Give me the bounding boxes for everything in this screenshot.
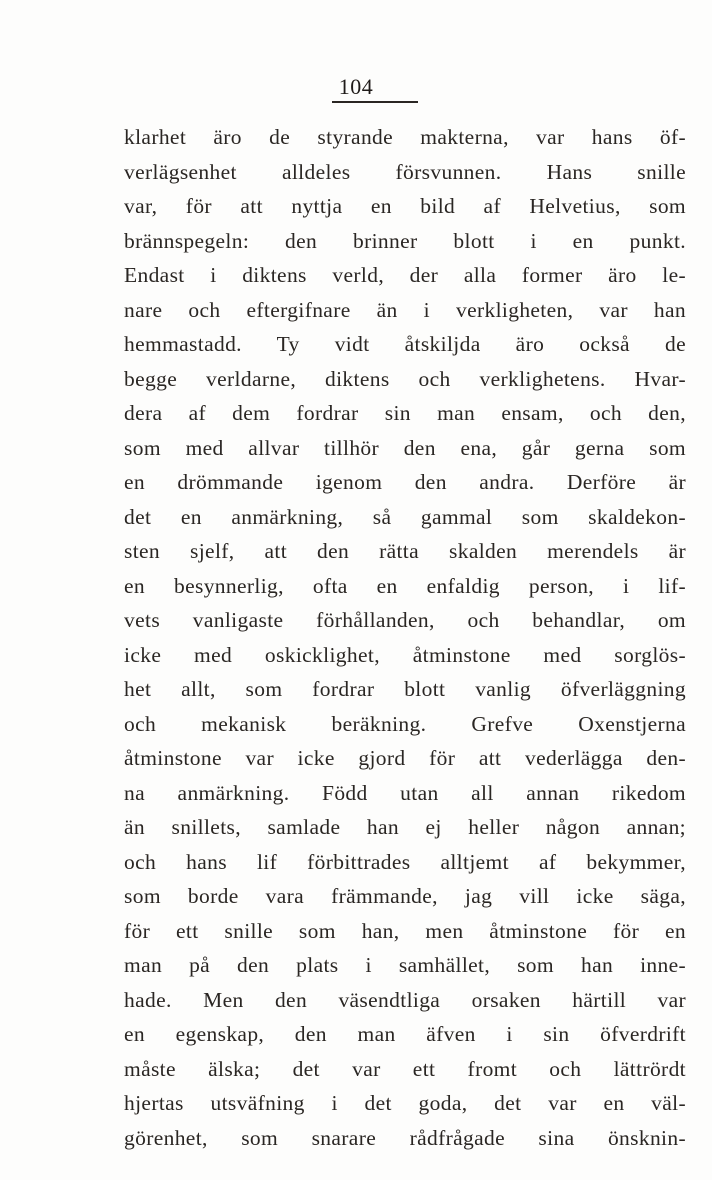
text-line: brännspegeln: den brinner blott i en punkt. (124, 228, 686, 253)
text-line: man på den plats i samhället, som han inne- (124, 953, 686, 977)
text-line: Endast i diktens verld, der alla former äro le- (124, 263, 686, 287)
text-line: och mekanisk beräkning. Grefve Oxenstjerna (124, 711, 686, 736)
text-line: verlägsenhet alldeles försvunnen. Hans snille (124, 159, 686, 184)
text-line: nare och eftergifnare än i verkligheten, var han (124, 297, 686, 322)
text-line: än snillets, samlade han ej heller någon annan; (124, 815, 686, 839)
text-line: begge verldarne, diktens och verklighetens. Hvar- (124, 366, 686, 391)
text-line: icke med oskicklighet, åtminstone med sorglös- (124, 642, 686, 667)
text-line: dera af dem fordrar sin man ensam, och den, (124, 401, 686, 425)
text-line: måste älska; det var ett fromt och lättrördt (124, 1056, 686, 1081)
text-line: hjertas utsväfning i det goda, det var en väl- (124, 1091, 686, 1115)
text-line: och hans lif förbittrades alltjemt af bekymmer, (124, 849, 686, 874)
text-line: sten sjelf, att den rätta skalden merendels är (124, 539, 686, 563)
text-line: en egenskap, den man äfven i sin öfverdrift (124, 1022, 686, 1046)
text-line: för ett snille som han, men åtminstone för en (124, 918, 686, 943)
text-line: vets vanligaste förhållanden, och behandlar, om (124, 608, 686, 632)
text-line: som borde vara främmande, jag vill icke säga, (124, 884, 686, 908)
page-number-rule (332, 101, 418, 103)
text-line: en drömmande igenom den andra. Derföre är (124, 470, 686, 494)
page-number: 104 (338, 74, 374, 99)
text-line: hemmastadd. Ty vidt åtskiljda äro också de (124, 332, 686, 356)
text-line: het allt, som fordrar blott vanlig öfverläggning (124, 677, 686, 701)
body-text (124, 120, 686, 1155)
text-line: na anmärkning. Född utan all annan rikedom (124, 780, 686, 805)
text-line: som med allvar tillhör den ena, går gerna som (124, 435, 686, 460)
text-line: hade. Men den väsendtliga orsaken härtill var (124, 987, 686, 1012)
text-line: åtminstone var icke gjord för att vederlägga den- (124, 746, 686, 770)
text-line: en besynnerlig, ofta en enfaldig person, i lif- (124, 573, 686, 598)
text-line: klarhet äro de styrande makterna, var hans öf- (124, 125, 686, 149)
text-line: görenhet, som snarare rådfrågade sina önsknin- (124, 1125, 686, 1150)
text-line: var, för att nyttja en bild af Helvetius, som (124, 194, 686, 218)
text-line: det en anmärkning, så gammal som skaldekon- (124, 504, 686, 529)
